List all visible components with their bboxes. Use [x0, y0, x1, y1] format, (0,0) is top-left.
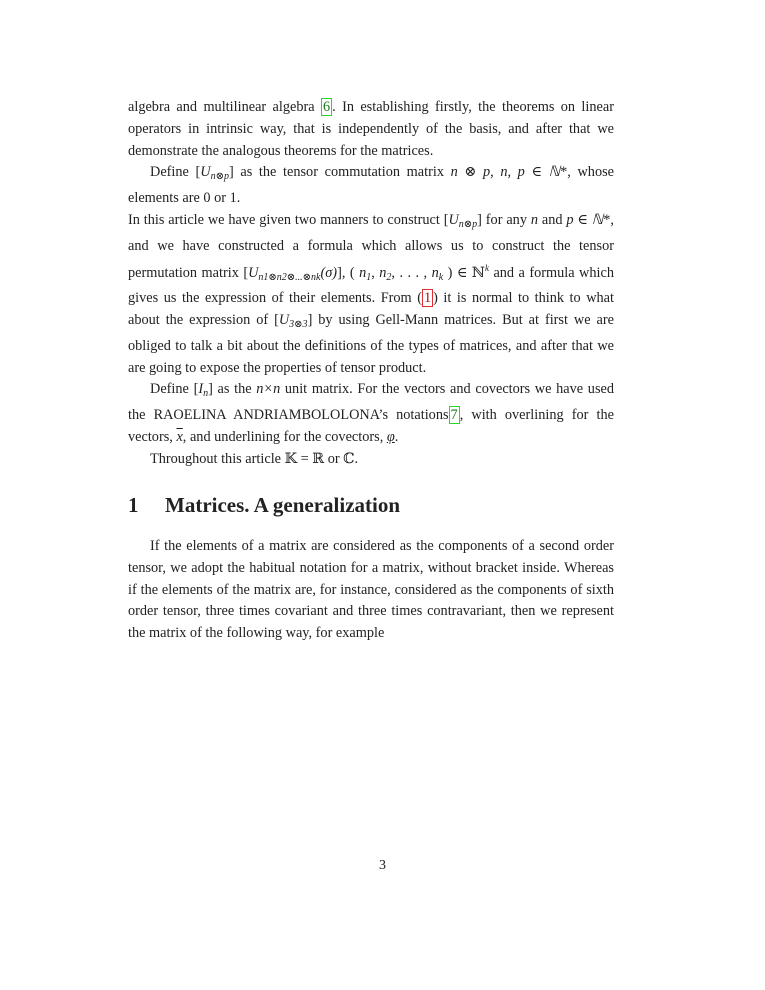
- section-title: Matrices. A generalization: [165, 493, 401, 517]
- math-n: n: [379, 264, 387, 281]
- text-segment: Define [: [150, 164, 201, 181]
- page-body: [128, 97, 614, 471]
- section-paragraph: If the elements of a matrix are considered as the components of a second order tensor, we adopt the habitual notation for a matrix, without bracket inside. Whereas if the elements of the matrix are, for instance, considered as the components of sixth order tensor, three times covariant and three times contravariant, then we represent the matrix of the following way, for example: [128, 538, 614, 642]
- citation-7[interactable]: 7: [450, 407, 458, 424]
- math-subscript: n⊗p: [458, 218, 478, 230]
- paragraph-2: [128, 162, 614, 210]
- math-subscript: 1: [366, 271, 372, 283]
- math-subscript: n1⊗n2⊗...⊗nk: [258, 271, 321, 283]
- text-segment: , with overlining for the vectors,: [128, 407, 614, 445]
- math-I: I: [198, 381, 204, 398]
- section-heading: [128, 493, 400, 518]
- math-superscript: k: [484, 262, 489, 273]
- text-segment: ,: [371, 264, 380, 281]
- math-U: U: [278, 311, 290, 328]
- page-number: 3: [379, 858, 386, 873]
- citation-6[interactable]: 6: [322, 99, 331, 115]
- math-n: n: [359, 264, 367, 281]
- text-segment: and: [537, 211, 567, 228]
- text-segment: ] by using Gell-Mann matrices. But at first we are obliged to talk a bit about the definitions of the types of matrices, and after that we are going to expose the properties of tensor product.: [128, 311, 614, 376]
- text-segment: algebra and multilinear algebra: [128, 99, 321, 115]
- math-nxn: n×n: [256, 381, 281, 398]
- paragraph-3: [128, 210, 614, 379]
- text-segment: .: [394, 428, 399, 445]
- text-segment: and a formula which gives us the expression of their elements. From (: [128, 264, 614, 307]
- text-segment: Define [: [150, 381, 199, 398]
- text-segment: , . . . ,: [391, 264, 432, 281]
- equation-ref-1[interactable]: 1: [423, 290, 432, 307]
- text-segment: *, and we have constructed a formula which allows us to construct the tensor permutation matrix [: [128, 211, 614, 281]
- text-segment: Throughout this article 𝕂 = ℝ or ℂ.: [150, 450, 359, 467]
- paragraph-4: [128, 379, 614, 448]
- text-segment: , and underlining for the covectors,: [182, 428, 387, 445]
- text-segment: unit matrix. For the vectors and covectors we have used the RAOELINA ANDRIAMBOLOLONA’s notations: [128, 381, 615, 424]
- math-subscript: n⊗p: [210, 171, 230, 183]
- math-subscript: n: [203, 388, 209, 400]
- text-segment: ] for any: [477, 211, 531, 228]
- vector-x: $\overline{x}$: [176, 428, 183, 445]
- text-segment: ] as the tensor commutation matrix: [229, 164, 451, 181]
- math-subscript: 2: [386, 271, 392, 283]
- math-U: U: [448, 211, 459, 228]
- text-segment: ] as the: [208, 381, 257, 398]
- math-n: n: [431, 264, 439, 281]
- math-U: U: [248, 264, 259, 281]
- text-segment: ], (: [337, 264, 360, 281]
- paragraph-5: [128, 449, 614, 471]
- math-subscript: k: [438, 271, 444, 283]
- covector-phi: φ: [386, 428, 395, 445]
- math-subscript: 3⊗3: [289, 318, 308, 330]
- paragraph-1: [128, 97, 614, 162]
- text-segment: *, whose elements are 0 or 1.: [128, 164, 615, 207]
- section-number: 1: [128, 493, 139, 517]
- text-segment: . In establishing firstly, the theorems on linear operators in intrinsic way, that is independently of the basis, and after that we demonstrate the analogous theorems for the matrices.: [128, 99, 614, 159]
- text-segment: In this article we have given two manners to construct [: [128, 211, 449, 228]
- text-segment: ) ∈ ℕ: [443, 264, 485, 281]
- math-inline: n ⊗ p, n, p ∈ ℕ: [450, 164, 561, 181]
- section-body: [128, 536, 614, 645]
- math-U: U: [200, 164, 211, 181]
- math-n: n: [530, 211, 538, 228]
- math-inline: p ∈ ℕ: [566, 211, 604, 228]
- math-sigma: (σ): [320, 264, 338, 281]
- text-segment: ) it is normal to think to what about the expression of [: [128, 290, 614, 328]
